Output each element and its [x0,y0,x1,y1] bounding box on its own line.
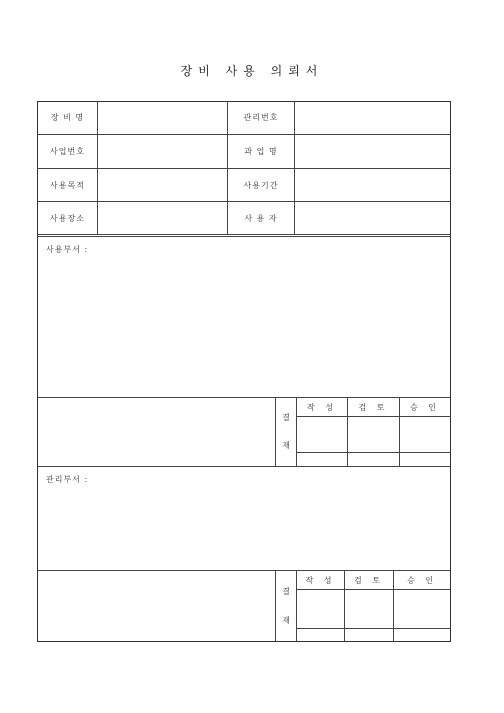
label-business-number: 사업번호 [50,147,85,156]
section-divider [37,397,451,398]
label-task-name: 과 업 명 [244,147,278,156]
user-department-notes-area[interactable] [38,256,450,396]
label-location: 사용장소 [50,214,85,223]
approval-col-review: 검 토 [358,403,389,412]
label-period: 사용기간 [243,181,279,190]
label-management-number: 관리번호 [243,113,279,122]
label-purpose: 사용목적 [50,181,85,190]
field-equipment-name[interactable] [98,102,227,134]
approval-date-line [296,628,451,629]
field-user[interactable] [295,202,450,234]
approval-col-review: 검 토 [354,576,384,585]
section-divider [37,466,451,467]
management-department-notes-area[interactable] [38,486,450,569]
approval-sign-write[interactable] [297,590,344,628]
field-management-number[interactable] [295,102,450,134]
approval-sign-review[interactable] [348,417,399,452]
approval-col-write: 작 성 [305,576,336,585]
management-department-label: 관리부서 : [46,475,89,484]
field-period[interactable] [295,169,450,201]
approval-sign-review[interactable] [345,590,393,628]
approval-col-approve: 승 인 [407,576,437,585]
approval-sign-write[interactable] [297,417,347,452]
approval-divider [275,397,276,466]
approval-side-top: 결 [282,413,290,422]
field-business-number[interactable] [98,135,227,168]
section-divider [37,570,451,571]
approval-side-bottom: 재 [282,441,290,450]
approval-col-approve: 승 인 [410,403,440,412]
approval-sign-approve[interactable] [400,417,450,452]
approval-side-top: 결 [282,587,290,596]
approval-date-line [296,452,451,453]
approval-sign-approve[interactable] [394,590,450,628]
approval-divider [275,570,276,641]
field-task-name[interactable] [295,135,450,168]
approval-side-bottom: 재 [282,616,290,625]
approval-col-write: 작 성 [307,403,337,412]
section-double-divider [37,236,451,237]
row-divider [37,234,451,235]
label-equipment-name: 장 비 명 [50,113,85,122]
field-location[interactable] [98,202,227,234]
user-department-label: 사용부서 : [46,245,89,254]
document-title: 장비 사용 의뢰서 [180,64,324,78]
label-user: 사 용 자 [244,214,278,223]
field-purpose[interactable] [98,169,227,201]
